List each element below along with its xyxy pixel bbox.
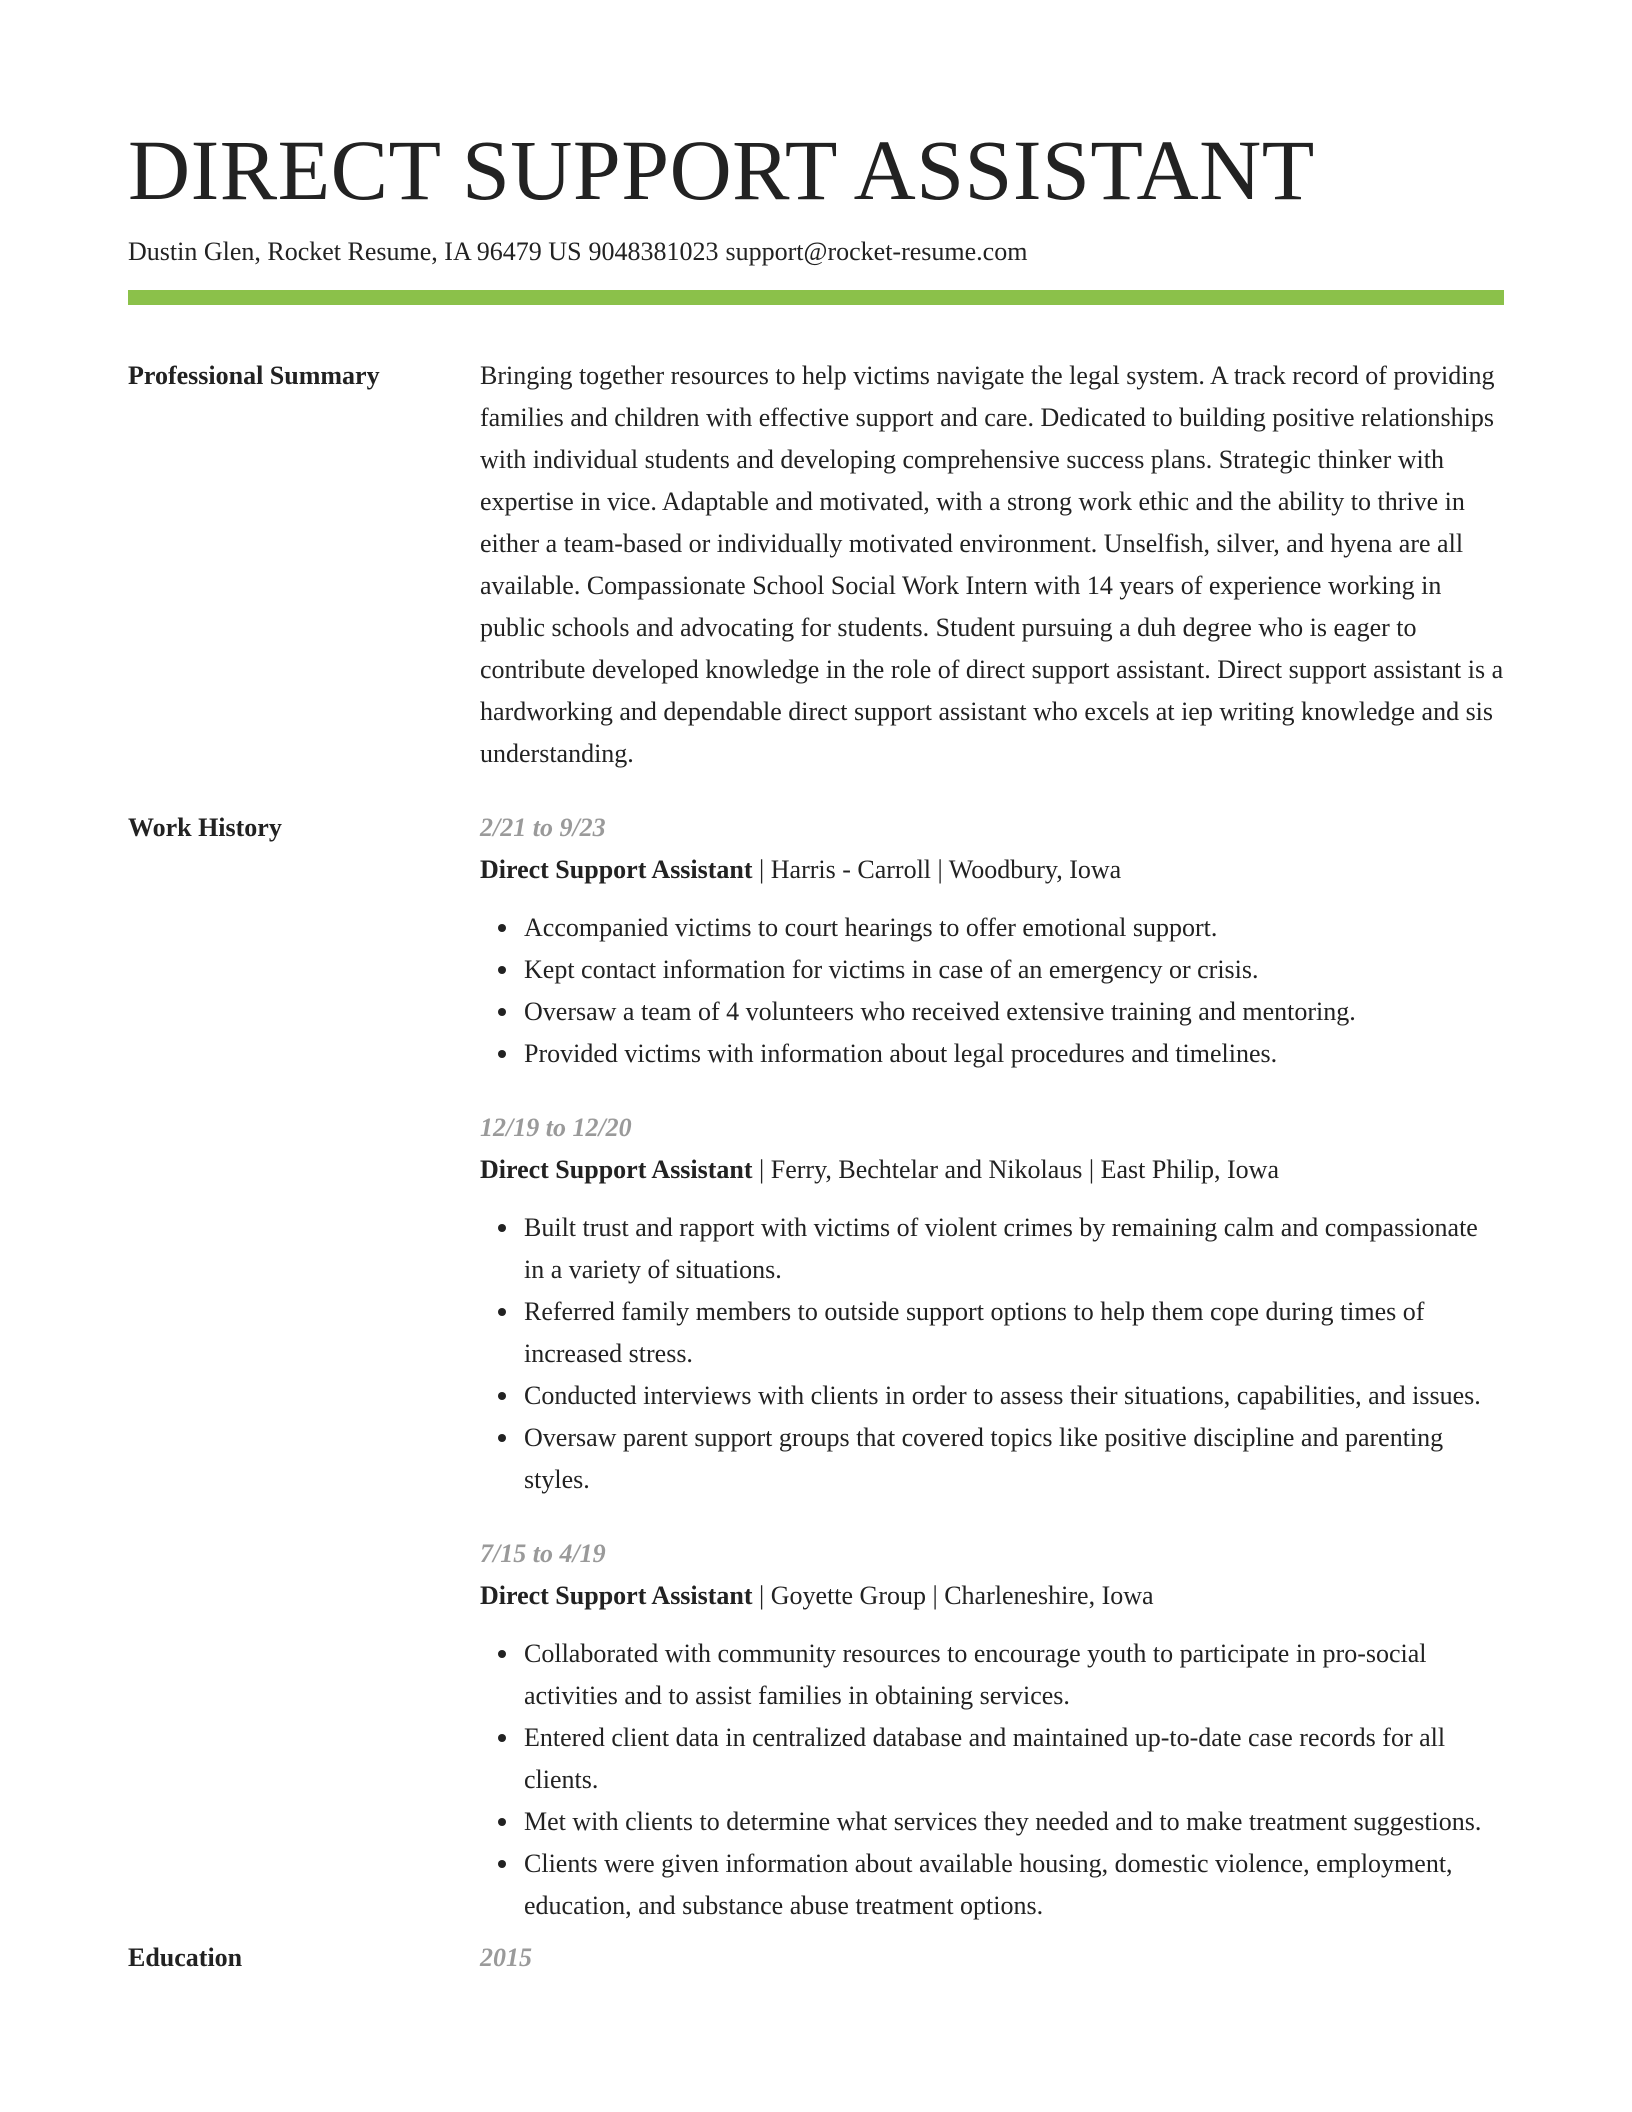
job-entry [480, 1533, 1504, 1927]
job-duties-list [480, 1207, 1504, 1501]
contact-line [128, 234, 1504, 270]
job-duty: Oversaw a team of 4 volunteers who received extensive training and mentoring. [524, 991, 1504, 1033]
job-title: Direct Support Assistant [480, 855, 753, 884]
job-title: Direct Support Assistant [480, 1581, 753, 1610]
job-entry [480, 1107, 1504, 1501]
job-duty: Accompanied victims to court hearings to offer emotional support. [524, 907, 1504, 949]
job-heading [480, 849, 1504, 891]
section-title-work-history: Work History [128, 813, 282, 842]
contact-phone: 9048381023 [588, 237, 719, 266]
section-title-summary: Professional Summary [128, 361, 380, 390]
job-heading [480, 1149, 1504, 1191]
resume-page [128, 0, 1504, 1979]
work-history-section [128, 807, 1504, 1927]
job-dates: 12/19 to 12/20 [480, 1113, 632, 1142]
job-duties-list [480, 907, 1504, 1075]
job-duty: Referred family members to outside support options to help them cope during times of increased stress. [524, 1291, 1504, 1375]
job-employer-location: | Goyette Group | Charleneshire, Iowa [759, 1581, 1154, 1610]
section-title-education: Education [128, 1943, 243, 1972]
job-duty: Conducted interviews with clients in order to assess their situations, capabilities, and issues. [524, 1375, 1504, 1417]
job-entry [480, 807, 1504, 1075]
job-dates: 7/15 to 4/19 [480, 1539, 606, 1568]
job-duties-list [480, 1633, 1504, 1927]
job-duty: Built trust and rapport with victims of violent crimes by remaining calm and compassionate in a variety of situations. [524, 1207, 1504, 1291]
accent-divider [128, 290, 1504, 305]
job-duty: Clients were given information about available housing, domestic violence, employment, education, and substance abuse treatment options. [524, 1843, 1504, 1927]
summary-text: Bringing together resources to help victims navigate the legal system. A track record of providing families and children with effective support and care. Dedicated to building positive relationships with individual students and developing comprehensive success plans. Strategic thinker with expertise in vice. Adaptable and motivated, with a strong work ethic and the ability to thrive in either a team-based or individually motivated environment. Unselfish, silver, and hyena are all available. Compassionate School Social Work Intern with 14 years of experience working in public schools and advocating for students. Student pursuing a duh degree who is eager to contribute developed knowledge in the role of direct support assistant. Direct support assistant is a hardworking and dependable direct support assistant who excels at iep writing knowledge and sis understanding. [480, 361, 1504, 768]
job-duty: Kept contact information for victims in case of an emergency or crisis. [524, 949, 1504, 991]
job-employer-location: | Ferry, Bechtelar and Nikolaus | East Philip, Iowa [759, 1155, 1279, 1184]
contact-email: support@rocket-resume.com [725, 237, 1028, 266]
job-duty: Collaborated with community resources to encourage youth to participate in pro-social activities and to assist families in obtaining services. [524, 1633, 1504, 1717]
education-dates: 2015 [480, 1943, 532, 1972]
job-duty: Met with clients to determine what services they needed and to make treatment suggestions. [524, 1801, 1504, 1843]
contact-address: Dustin Glen, Rocket Resume, IA 96479 US [128, 237, 582, 266]
job-duty: Provided victims with information about legal procedures and timelines. [524, 1033, 1504, 1075]
job-heading [480, 1575, 1504, 1617]
job-duty: Oversaw parent support groups that covered topics like positive discipline and parenting styles. [524, 1417, 1504, 1501]
resume-title: DIRECT SUPPORT ASSISTANT [128, 122, 1315, 218]
job-dates: 2/21 to 9/23 [480, 813, 606, 842]
professional-summary-section [128, 355, 1504, 775]
job-title: Direct Support Assistant [480, 1155, 753, 1184]
job-employer-location: | Harris - Carroll | Woodbury, Iowa [759, 855, 1122, 884]
education-section [128, 1937, 1504, 1979]
job-duty: Entered client data in centralized database and maintained up-to-date case records for all clients. [524, 1717, 1504, 1801]
